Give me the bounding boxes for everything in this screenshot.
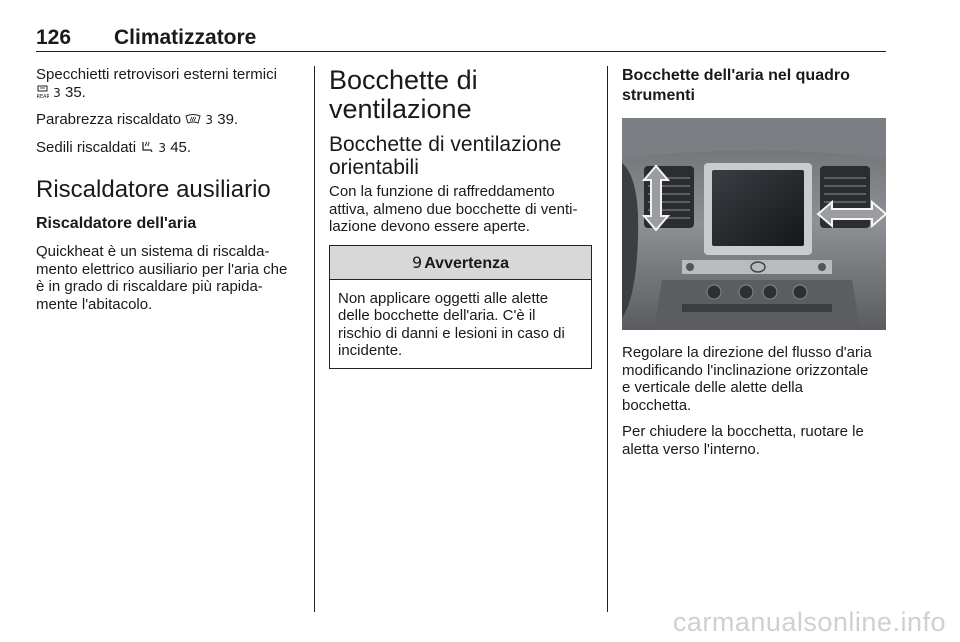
rear-mirror-heat-icon xyxy=(36,85,49,99)
page-header xyxy=(36,26,886,52)
subsection-heading: Bocchette di ventilazione orientabili xyxy=(329,133,562,179)
body-paragraph: Quickheat è un sistema di riscalda- mento elettrico ausiliario per l'aria che è in grado di riscaldare più rapida- mente l'abitacolo. xyxy=(36,243,288,313)
column-3 xyxy=(622,66,886,467)
reference-arrow-icon: 3 xyxy=(205,113,214,127)
seat-heat-icon xyxy=(140,140,154,154)
body-paragraph: Con la funzione di raffreddamento attiva, almeno due bocchette di venti- lazione devono essere aperte. xyxy=(329,183,578,235)
dashboard-vents-image xyxy=(622,118,886,330)
chapter-title: Climatizzatore xyxy=(114,26,257,49)
section-heading: Bocchette dell'aria nel quadro strumenti xyxy=(622,67,850,104)
reference-arrow-icon: 3 xyxy=(53,85,61,100)
column-divider xyxy=(607,66,608,612)
section-heading: Bocchette di ventilazione xyxy=(329,65,478,124)
watermark-brand: carmanualsonline.info xyxy=(672,607,946,637)
windscreen-heat-icon xyxy=(185,113,201,125)
svg-text:REAR: REAR xyxy=(36,93,49,99)
warning-icon: 9 xyxy=(412,252,423,272)
page-number: 126 xyxy=(36,26,72,49)
column-1 xyxy=(36,66,298,322)
cross-reference: Sedili riscaldati 3 45. xyxy=(36,138,192,156)
section-heading: Riscaldatore ausiliario xyxy=(36,176,271,203)
warning-title: 9 Avvertenza xyxy=(330,246,591,280)
body-paragraph: Per chiudere la bocchetta, ruotare le aletta verso l'interno. xyxy=(622,423,864,458)
column-divider xyxy=(314,66,315,612)
reference-arrow-icon: 3 xyxy=(158,140,167,155)
cross-reference: Parabrezza riscaldato 3 39. xyxy=(36,111,239,128)
column-2 xyxy=(329,66,592,369)
cross-reference: Specchietti retrovisori esterni termici REAR 3 35. xyxy=(36,66,277,101)
subsection-heading: Riscaldatore dell'aria xyxy=(36,215,197,232)
warning-box xyxy=(329,245,592,369)
body-paragraph: Regolare la direzione del flusso d'aria modificando l'inclinazione orizzontale e verticale delle alette della bocchetta. xyxy=(622,344,872,414)
warning-body: Non applicare oggetti alle alette delle bocchette dell'aria. C'è il rischio di danni e lesioni in caso di incidente. xyxy=(338,289,565,359)
